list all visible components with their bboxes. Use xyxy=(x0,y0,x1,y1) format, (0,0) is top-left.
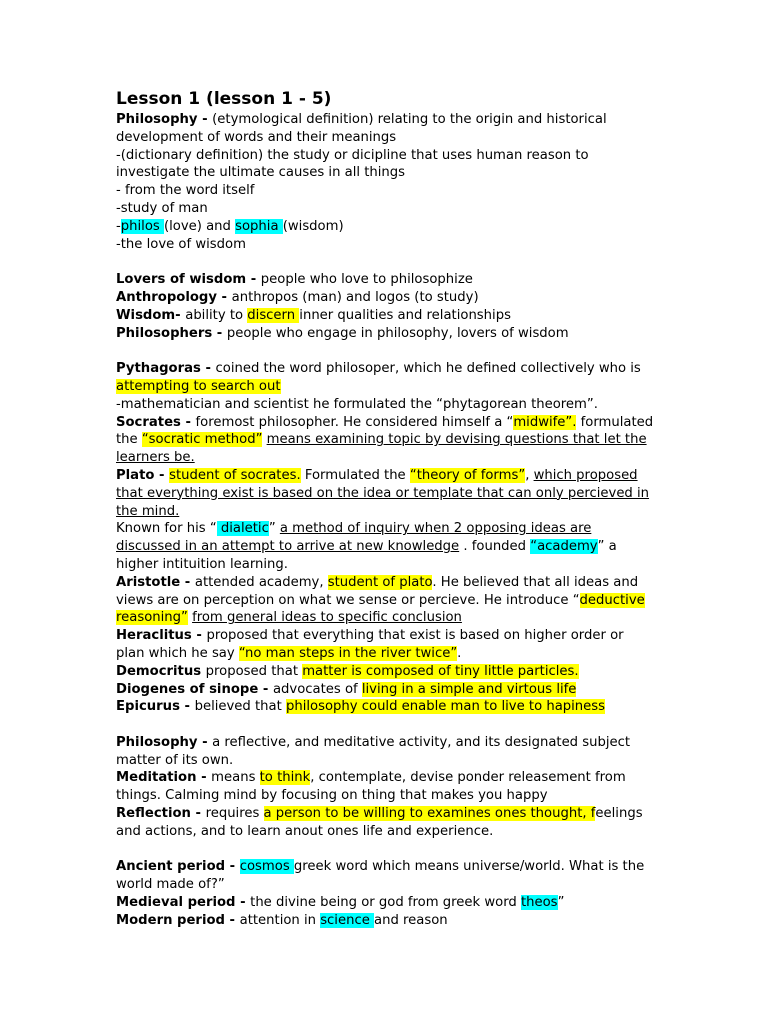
underlined-text: a method of inquiry when 2 opposing ideas are discussed in an attempt to arrive at new knowledge xyxy=(116,521,592,555)
term-label: Philosophy - xyxy=(116,112,213,127)
text-run: -the love of wisdom xyxy=(116,236,246,252)
blank-line xyxy=(116,716,656,734)
blank-line xyxy=(116,841,656,859)
paragraph-anthropology xyxy=(116,289,656,307)
highlight-yellow: midwife”. xyxy=(513,414,577,430)
highlight-cyan: “academy xyxy=(530,539,598,555)
highlight-yellow: discern xyxy=(247,307,300,323)
text-run: . He believed that all ideas and views are on perception on what we sense or percieve. He introduce “ xyxy=(116,574,639,608)
text-run: (etymological definition) relating to the origin and historical development of words and their meanings xyxy=(116,112,607,145)
text-run: proposed that xyxy=(205,663,303,679)
term-label: Wisdom- xyxy=(116,307,186,323)
text-run: requires xyxy=(205,806,264,822)
text-run: attended academy, xyxy=(194,574,328,590)
paragraph-wisdom xyxy=(116,307,656,325)
paragraph-from-word-itself xyxy=(116,182,656,200)
underlined-text: means examining topic by devising questions that let the learners be. xyxy=(116,432,647,466)
paragraph-dialetic xyxy=(116,520,656,573)
paragraph-modern-period xyxy=(116,912,656,930)
paragraph-philosophy-definition xyxy=(116,111,656,147)
text-run: . xyxy=(457,645,462,661)
highlight-yellow: deductive reasoning” xyxy=(116,592,645,626)
text-run: -study of man xyxy=(116,200,208,216)
text-run: (love) and xyxy=(163,218,236,234)
text-run: -(dictionary definition) the study or dicipline that uses human reason to investigate the ultimate causes in all things xyxy=(116,147,589,181)
term-label: Diogenes of sinope - xyxy=(116,681,273,697)
paragraph-study-of-man xyxy=(116,200,656,218)
paragraph-socrates xyxy=(116,414,656,467)
highlight-yellow: matter is composed of tiny little particles. xyxy=(302,663,579,679)
text-run: means xyxy=(211,770,260,786)
term-label: Reflection - xyxy=(116,806,206,822)
text-run: , contemplate, devise ponder releasement from things. Calming mind by focusing on thing that makes you happy xyxy=(116,770,626,804)
paragraph-philosophers xyxy=(116,325,656,343)
text-run: , xyxy=(525,467,534,483)
term-label: Epicurus - xyxy=(116,699,195,715)
highlight-cyan: dialetic xyxy=(216,521,269,537)
document-body xyxy=(116,111,656,930)
paragraph-reflection xyxy=(116,805,656,841)
paragraph-heraclitus xyxy=(116,627,656,663)
term-label: Anthropology - xyxy=(116,289,232,305)
highlight-yellow: student of socrates. xyxy=(169,467,301,483)
text-run: - from the word itself xyxy=(116,183,255,199)
text-run: a reflective, and meditative activity, and its designated subject matter of its own. xyxy=(116,734,631,768)
text-run: ” xyxy=(557,895,565,911)
highlight-cyan: theos xyxy=(520,895,558,911)
paragraph-pythagoras-theorem xyxy=(116,396,656,414)
page-title: Lesson 1 (lesson 1 - 5) xyxy=(116,89,332,109)
text-run: . founded xyxy=(459,539,531,555)
term-label: Aristotle - xyxy=(116,574,195,590)
term-label: Philosophers - xyxy=(116,325,227,341)
paragraph-diogenes xyxy=(116,681,656,699)
highlight-yellow: living in a simple and virtous life xyxy=(361,681,577,697)
term-label: Ancient period - xyxy=(116,859,240,875)
term-label: Plato - xyxy=(116,467,170,483)
highlight-cyan: science xyxy=(320,912,374,928)
blank-line xyxy=(116,253,656,271)
text-run: and reason xyxy=(374,912,448,928)
text-run: -mathematician and scientist he formulated the “phytagorean theorem”. xyxy=(116,396,598,412)
blank-line xyxy=(116,342,656,360)
text-run: Known for his “ xyxy=(116,521,217,537)
text-run: advocates of xyxy=(272,681,362,697)
term-label: Democritus xyxy=(116,663,206,679)
paragraph-democritus xyxy=(116,663,656,681)
underlined-text: which proposed that everything exist is based on the idea or template that can only percieved in the mind. xyxy=(116,467,650,519)
text-run: - xyxy=(116,218,121,234)
text-run: foremost philosopher. He considered himself a “ xyxy=(195,414,514,430)
paragraph-dictionary-definition xyxy=(116,147,656,183)
term-label: Heraclitus - xyxy=(116,628,207,644)
highlight-cyan: cosmos xyxy=(239,859,294,875)
paragraph-epicurus xyxy=(116,698,656,716)
paragraph-ancient-period xyxy=(116,858,656,894)
text-run: ability to xyxy=(185,307,248,323)
highlight-yellow: “socratic method” xyxy=(141,432,263,448)
document-page xyxy=(116,88,656,930)
text-run: attention in xyxy=(239,912,321,928)
text-run: formulated the xyxy=(116,414,654,448)
text-run: (wisdom) xyxy=(282,218,344,234)
term-label: Lovers of wisdom - xyxy=(116,272,261,288)
text-run: coined the word philosoper, which he defined collectively who is xyxy=(215,361,641,377)
text-run: believed that xyxy=(194,699,286,715)
text-run: proposed that everything that exist is based on higher order or plan which he say xyxy=(116,628,624,661)
term-label: Socrates - xyxy=(116,414,196,430)
paragraph-pythagoras xyxy=(116,360,656,396)
paragraph-aristotle xyxy=(116,574,656,627)
term-label: Meditation - xyxy=(116,770,212,786)
underlined-text: from general ideas to specific conclusion xyxy=(192,610,462,626)
paragraph-love-of-wisdom xyxy=(116,236,656,254)
highlight-yellow: “no man steps in the river twice” xyxy=(238,645,458,661)
highlight-yellow: a person to be willing to examines ones thought, f xyxy=(263,806,596,822)
text-run: Formulated the xyxy=(300,467,410,483)
text-run: eelings and actions, and to learn anout ones life and experience. xyxy=(116,806,643,839)
term-label: Medieval period - xyxy=(116,895,251,911)
highlight-cyan: sophia xyxy=(235,218,283,234)
text-run: ” a higher intituition learning. xyxy=(116,539,617,572)
paragraph-plato xyxy=(116,467,656,520)
term-label: Philosophy - xyxy=(116,734,213,750)
text-run: inner qualities and relationships xyxy=(299,307,511,323)
term-label: Pythagoras - xyxy=(116,361,216,377)
text-run: people who engage in philosophy, lovers of wisdom xyxy=(226,325,569,341)
paragraph-philos-sophia xyxy=(116,218,656,236)
highlight-yellow: student of plato xyxy=(327,574,433,590)
highlight-yellow: “theory of forms” xyxy=(409,467,526,483)
text-run: the divine being or god from greek word xyxy=(250,895,521,911)
paragraph-lovers-of-wisdom xyxy=(116,271,656,289)
highlight-yellow: to think xyxy=(259,770,311,786)
text-run: greek word which means universe/world. What is the world made of?” xyxy=(116,859,645,893)
paragraph-meditation xyxy=(116,769,656,805)
text-run: people who love to philosophize xyxy=(260,272,473,288)
text-run: anthropos (man) and logos (to study) xyxy=(231,289,479,305)
highlight-cyan: philos xyxy=(120,218,164,234)
paragraph-medieval-period xyxy=(116,894,656,912)
text-run: ” xyxy=(268,521,280,537)
highlight-yellow: philosophy could enable man to live to hapiness xyxy=(285,699,606,715)
highlight-yellow: attempting to search out xyxy=(116,378,281,394)
term-label: Modern period - xyxy=(116,912,240,928)
paragraph-philosophy-reflective xyxy=(116,734,656,770)
